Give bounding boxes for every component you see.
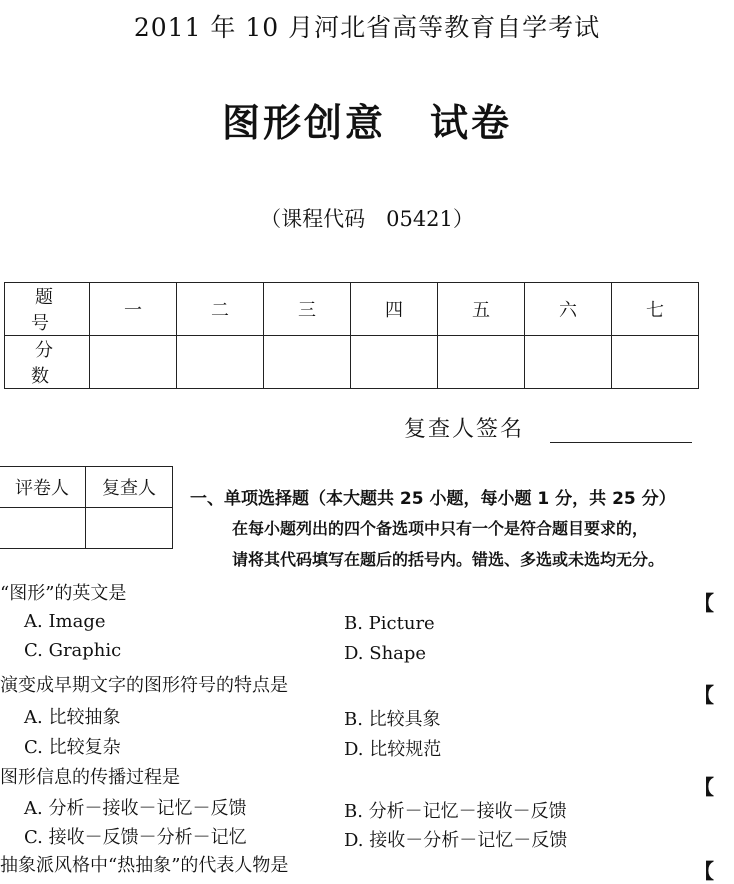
question-stem: 抽象派风格中“热抽象”的代表人物是 — [0, 855, 289, 876]
score-col-7: 七 — [612, 283, 699, 336]
rechecker-label: 复查人 — [86, 467, 173, 508]
subject-title — [0, 92, 734, 147]
grader-table — [0, 466, 173, 549]
answer-bracket: 【 — [694, 591, 714, 615]
question-number-label: 题 号 — [5, 283, 90, 336]
score-col-6: 六 — [525, 283, 612, 336]
reviewer-signature-label: 复查人签名 — [404, 417, 525, 442]
section-instruction-line-2: 在每小题列出的四个备选项中只有一个是符合题目要求的， — [232, 519, 649, 538]
score-table-score-row — [5, 336, 699, 389]
score-col-4: 四 — [351, 283, 438, 336]
score-cell — [525, 336, 612, 389]
answer-bracket: 【 — [694, 859, 714, 883]
score-col-2: 二 — [177, 283, 264, 336]
score-table — [4, 282, 699, 389]
option-a: A. 比较抽象 — [24, 707, 121, 728]
score-col-3: 三 — [264, 283, 351, 336]
answer-bracket: 【 — [694, 683, 714, 707]
rechecker-cell — [86, 508, 173, 549]
option-d: D. 接收－分析－记忆－反馈 — [344, 830, 568, 851]
option-a: A. Image — [24, 611, 106, 632]
grader-cell — [0, 508, 86, 549]
grader-label: 评卷人 — [0, 467, 86, 508]
question-stem: 图形信息的传播过程是 — [0, 767, 180, 788]
option-b: B. 分析－记忆－接收－反馈 — [344, 801, 567, 822]
course-code: （课程代码 05421） — [260, 207, 474, 231]
score-cell — [351, 336, 438, 389]
option-a: A. 分析－接收－记忆－反馈 — [24, 798, 247, 819]
option-b: B. 比较具象 — [344, 709, 441, 730]
grader-table-header-row — [0, 467, 173, 508]
score-label: 分 数 — [5, 336, 90, 389]
signature-line — [550, 442, 692, 443]
subject-name: 图形创意 — [221, 101, 386, 145]
exam-title: 2011 年 10 月河北省高等教育自学考试 — [133, 13, 601, 42]
score-cell — [612, 336, 699, 389]
score-cell — [90, 336, 177, 389]
score-col-5: 五 — [438, 283, 525, 336]
option-c: C. 接收－反馈－分析－记忆 — [24, 827, 247, 848]
question-stem: 演变成早期文字的图形符号的特点是 — [0, 675, 288, 696]
score-cell — [177, 336, 264, 389]
option-d: D. Shape — [344, 643, 427, 664]
subject-paper-label: 试卷 — [430, 101, 513, 145]
grader-table-blank-row — [0, 508, 173, 549]
section-instruction-line-3: 请将其代码填写在题后的括号内。错选、多选或未选均无分。 — [232, 550, 665, 569]
score-table-header-row — [5, 283, 699, 336]
score-cell — [264, 336, 351, 389]
option-c: C. 比较复杂 — [24, 737, 121, 758]
option-c: C. Graphic — [24, 640, 122, 661]
score-col-1: 一 — [90, 283, 177, 336]
option-b: B. Picture — [344, 613, 435, 634]
option-d: D. 比较规范 — [344, 739, 442, 760]
question-stem: “图形”的英文是 — [0, 583, 127, 604]
score-cell — [438, 336, 525, 389]
section-heading: 一、单项选择题（本大题共 25 小题，每小题 1 分，共 25 分） — [190, 489, 676, 509]
answer-bracket: 【 — [694, 775, 714, 799]
